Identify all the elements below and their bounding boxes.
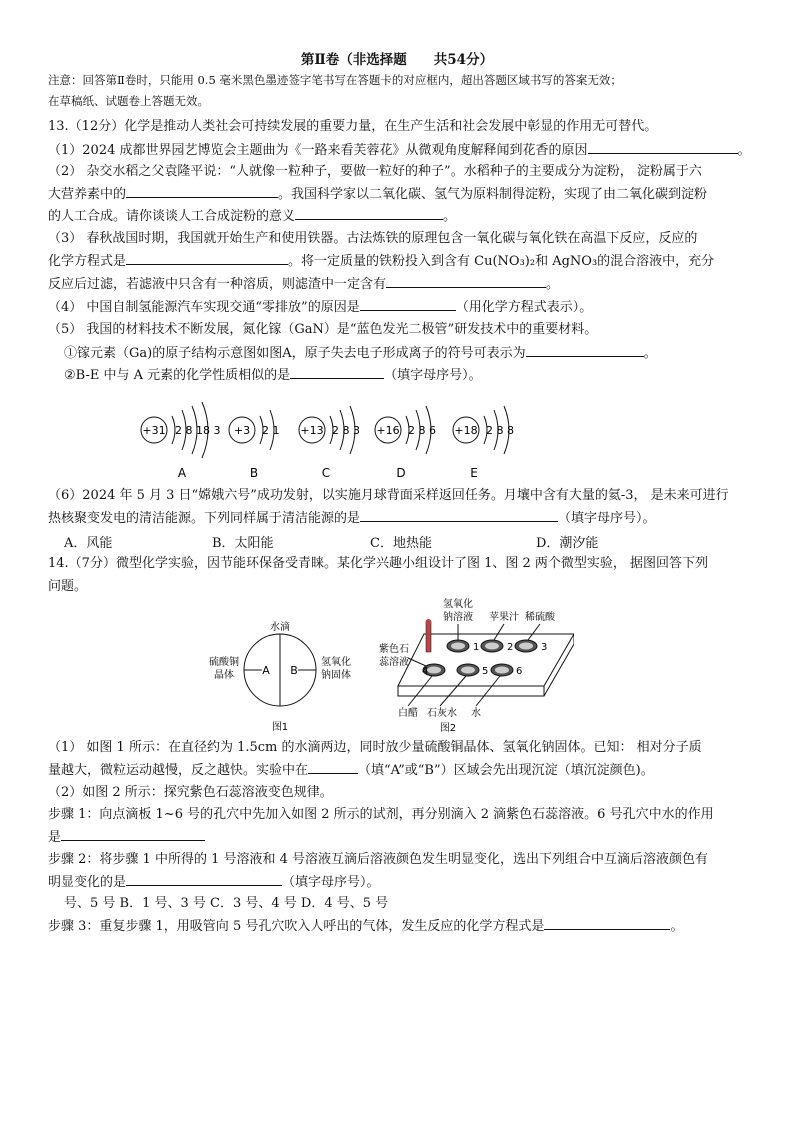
answer-blank [61, 828, 205, 841]
atom-A [141, 402, 220, 480]
svg-text:+31: +31 [142, 424, 166, 437]
svg-text:A: A [177, 466, 187, 480]
answer-blank [386, 275, 546, 288]
q13-part3-line2: 化学方程式是 。将一定质量的铁粉投入到含有 Cu(NO₃)₂和 AgNO₃的混合溶液中，充分 [48, 254, 715, 269]
svg-text:4: 4 [422, 666, 429, 677]
q14-step1-line1: 步骤 1：向点滴板 1~6 号的孔穴中先加入如图 2 所示的试剂，再分别滴入 2 滴紫色石蕊溶液。6 号孔穴中水的作用 [48, 807, 714, 822]
option-b: B．太阳能 [212, 536, 274, 551]
svg-text:2 8 6: 2 8 6 [408, 424, 436, 437]
q14-part1-line1: （1） 如图 1 所示：在直径约为 1.5cm 的水滴两边，同时放少量硫酸铜晶体、氢氧化钠固体。已知： 相对分子质 [48, 740, 702, 755]
svg-text:+16: +16 [376, 424, 400, 437]
q14-step2-options: 号、5 号 B．1 号、3 号 C．3 号、4 号 D．4 号、5 号 [64, 896, 389, 911]
svg-text:水滴: 水滴 [270, 622, 290, 633]
q13-part5-sub2: ②B-E 中与 A 元素的化学性质相似的是 （填字母序号）。 [64, 368, 482, 383]
svg-text:图1: 图1 [271, 722, 289, 733]
svg-text:硫酸铜: 硫酸铜 [209, 657, 239, 668]
answer-note: 注意：回答第Ⅱ卷时，只能用 0.5 毫米黑色墨迹签字笔书写在答题卡的对应框内，超出答题区域书写的答案无效； [48, 73, 622, 87]
svg-text:A: A [262, 664, 270, 677]
svg-text:6: 6 [516, 666, 523, 677]
svg-text:D: D [396, 466, 406, 480]
answer-blank [526, 344, 644, 357]
q13-part2-line1: （2） 杂交水稻之父袁隆平说：“人就像一粒种子，要做一粒好的种子”。水稻种子的主要成分为淀粉， 淀粉属于六 [48, 164, 702, 179]
svg-text:1: 1 [473, 642, 480, 653]
svg-text:2 8 3: 2 8 3 [332, 424, 360, 437]
q13-stem: 13.（12分）化学是推动人类社会可持续发展的重要力量，在生产生活和社会发展中彰显的作用无可替代。 [48, 119, 658, 134]
option-d: D．潮汐能 [536, 536, 599, 551]
q14-stem-line1: 14.（7分）微型化学实验，因节能环保备受青睐。某化学兴趣小组设计了图 1、图 2 两个微型实验， 据图回答下列 [48, 556, 709, 571]
svg-text:紫色石: 紫色石 [379, 644, 409, 655]
svg-text:2 8 8: 2 8 8 [486, 424, 514, 437]
svg-text:2 1: 2 1 [262, 424, 280, 437]
answer-blank [126, 185, 278, 198]
section-title: 第Ⅱ卷（非选择题 共54分） [300, 52, 494, 68]
svg-text:钠溶液: 钠溶液 [443, 612, 473, 623]
answer-blank [544, 917, 670, 930]
svg-text:图2: 图2 [439, 723, 457, 734]
q13-part3-line1: （3） 春秋战国时期，我国就开始生产和使用铁器。古法炼铁的原理包含一氧化碳与氧化铁在高温下反应，反应的 [48, 231, 698, 246]
svg-text:+3: +3 [233, 424, 251, 437]
svg-text:+18: +18 [454, 424, 478, 437]
q14-step3: 步骤 3：重复步骤 1，用吸管向 5 号孔穴吹入人呼出的气体，发生反应的化学方程式是 。 [48, 919, 684, 934]
q13-part4: （4） 中国自制氢能源汽车实现交通“零排放”的原因是 （用化学方程式表示）。 [48, 300, 593, 315]
svg-text:5: 5 [482, 666, 489, 677]
svg-text:氢氧化: 氢氧化 [443, 599, 473, 610]
q13-part3-line3: 反应后过滤，若滤液中只含有一种溶质，则滤渣中一定含有 。 [48, 277, 560, 292]
figure-2-spot-plate [374, 594, 574, 736]
option-a: A．风能 [64, 536, 113, 551]
svg-text:3: 3 [541, 642, 548, 653]
svg-text:白醋: 白醋 [398, 708, 418, 719]
atom-B [229, 410, 280, 480]
answer-note-cont: 在草稿纸、试题卷上答题无效。 [48, 94, 209, 108]
q14-stem-line2: 问题。 [48, 579, 88, 594]
q14-part1-line2: 量越大，微粒运动越慢，反之越快。实验中在 （填“A”或“B”）区域会先出现沉淀（填沉淀颜色)。 [48, 763, 654, 778]
svg-text:蕊溶液: 蕊溶液 [379, 657, 409, 668]
option-c: C．地热能 [370, 536, 432, 551]
answer-blank [360, 298, 456, 311]
svg-text:氢氧化: 氢氧化 [321, 657, 351, 668]
svg-text:2: 2 [507, 642, 514, 653]
atom-C [299, 406, 360, 480]
svg-text:C: C [321, 466, 331, 480]
figure-1-water-drop [200, 612, 360, 737]
svg-text:B: B [249, 466, 259, 480]
q13-part5-sub1: ①镓元素（Ga)的原子结构示意图如图A，原子失去电子形成离子的符号可表示为 。 [64, 346, 657, 361]
svg-text:+13: +13 [300, 424, 324, 437]
answer-blank [360, 509, 558, 522]
q13-part5: （5） 我国的材料技术不断发展，氮化镓（GaN）是“蓝色发光二极管”研发技术中的重要材料。 [48, 322, 598, 337]
q14-step1-line2: 是 [48, 828, 205, 846]
answer-blank [126, 252, 288, 265]
answer-blank [290, 366, 384, 379]
q13-part2-line2: 大营养素中的 。我国科学家以二氧化碳、氢气为原料制得淀粉，实现了由二氧化碳到淀粉 [48, 187, 708, 202]
svg-text:稀硫酸: 稀硫酸 [525, 612, 555, 623]
svg-text:水: 水 [471, 708, 481, 719]
q13-part1: （1）2024 成都世界园艺博览会主题曲为《一路来看芙蓉花》从微观角度解释闻到花香的原因 。 [48, 143, 751, 158]
answer-blank [126, 873, 282, 886]
q14-step2-line1: 步骤 2：将步骤 1 中所得的 1 号溶液和 4 号溶液互滴后溶液颜色发生明显变化，选出下列组合中互滴后溶液颜色有 [48, 852, 709, 867]
svg-text:B: B [290, 664, 298, 677]
answer-blank [588, 141, 738, 154]
svg-text:E: E [470, 466, 478, 480]
q13-part2-line3: 的人工合成。请你谈谈人工合成淀粉的意义 。 [48, 209, 457, 224]
q14-part2: （2）如图 2 所示：探究紫色石蕊溶液变色规律。 [48, 785, 333, 800]
q13-part6-line1: （6）2024 年 5 月 3 日“嫦娥六号”成功发射，以实施月球背面采样返回任务。月壤中含有大量的氦-3， 是未来可进行 [48, 488, 729, 503]
atom-E [453, 406, 514, 480]
svg-text:2 8 18 3: 2 8 18 3 [175, 424, 221, 437]
atom-D [375, 406, 436, 480]
q13-part6-line2: 热核聚变发电的清洁能源。下列同样属于清洁能源的是 （填字母序号）。 [48, 511, 656, 526]
svg-text:石灰水: 石灰水 [427, 708, 457, 719]
atom-structure-diagrams [138, 402, 538, 482]
answer-blank [295, 207, 443, 220]
q14-step2-line2: 明显变化的是 （填字母序号）。 [48, 875, 380, 890]
svg-text:苹果汁: 苹果汁 [489, 612, 519, 623]
answer-blank [308, 761, 358, 774]
svg-text:钠固体: 钠固体 [321, 670, 351, 681]
svg-text:晶体: 晶体 [214, 670, 234, 681]
